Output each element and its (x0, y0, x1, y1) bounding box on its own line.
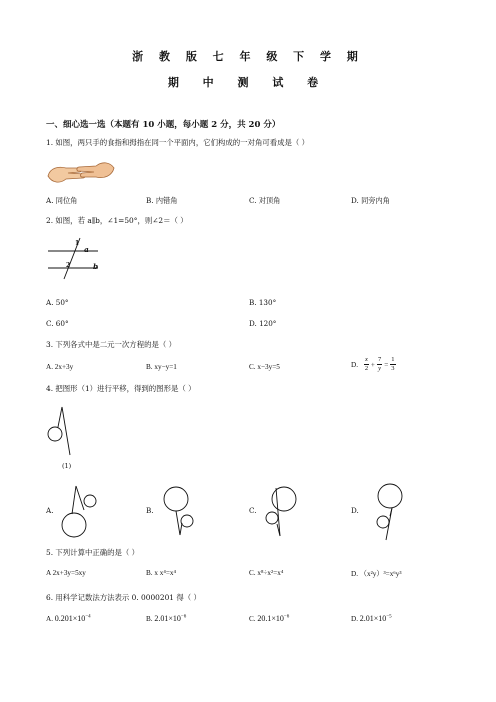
q5-option-b[interactable]: B. x x⁴=x⁴ (146, 569, 177, 577)
hands-figure (46, 156, 116, 190)
q4-option-b-figure (160, 485, 205, 540)
q5-option-c[interactable]: C. x⁸÷x²=x⁴ (249, 569, 284, 577)
q4-option-d-figure (366, 482, 411, 542)
section-heading: 一、细心选一选（本题有 10 小题，每小题 2 分，共 20 分） (46, 120, 281, 130)
q4-option-c[interactable]: C. (249, 506, 257, 515)
q6-option-c-exp: −6 (283, 614, 290, 620)
q1-option-a[interactable]: A. 同位角 (46, 196, 78, 205)
q5-option-a[interactable]: A 2x+3y=5xy (46, 569, 86, 577)
q4-option-b[interactable]: B. (146, 506, 154, 515)
q6-option-a-value: 0.201×10 (54, 614, 86, 623)
question-5-stem: 5. 下列计算中正确的是（ ） (46, 548, 140, 557)
q3-option-d[interactable] (351, 356, 396, 373)
question-1-stem: 1. 如图，两只手的食指和拇指在同一个平面内，它们构成的一对角可看成是（ ） (46, 138, 310, 147)
q6-option-d-label: D. (351, 615, 360, 623)
figure-1-label: (1) (62, 462, 72, 470)
equals-sign: = (384, 360, 389, 369)
frac2-den: y (378, 365, 382, 372)
q6-option-b[interactable] (146, 614, 186, 623)
q6-option-a[interactable] (46, 614, 91, 623)
q6-option-d-exp: −5 (386, 614, 392, 620)
plus-sign: + (370, 360, 375, 369)
q2-option-d[interactable]: D. 120° (249, 319, 277, 328)
angle-1-label: 1 (75, 240, 80, 247)
q2-option-c[interactable]: C. 60° (46, 319, 69, 328)
question-4-stem: 4. 把图形（1）进行平移，得到的图形是（ ） (46, 384, 196, 393)
q3-option-d-label: D. (351, 360, 358, 369)
q6-option-c[interactable] (249, 614, 289, 623)
line-b-label: b (93, 262, 99, 271)
q6-option-a-exp: −4 (85, 614, 91, 620)
q3-option-a[interactable]: A. 2x+3y (46, 363, 74, 371)
q3-option-b[interactable]: B. xy−y=1 (146, 363, 177, 371)
frac1-num: x (365, 356, 368, 363)
q1-option-d[interactable]: D. 同旁内角 (351, 196, 390, 205)
fraction-7-over-y (377, 356, 382, 373)
q5-option-d[interactable]: D. （x²y）³=x⁶y³ (351, 570, 402, 578)
angle-2-label: 2 (66, 262, 71, 269)
q6-option-a-label: A. (46, 615, 55, 623)
frac3-num: 1 (391, 356, 395, 363)
frac1-den: 2 (364, 365, 369, 372)
q3-option-c[interactable]: C. x−3y=5 (249, 363, 280, 371)
question-6-stem: 6. 用科学记数法方法表示 0. 0000201 得（ ） (46, 593, 201, 602)
frac3-den: 3 (391, 365, 395, 372)
q4-option-a[interactable]: A. (46, 506, 54, 515)
line-a-label: a (84, 245, 89, 254)
figure-1-original (44, 405, 84, 465)
q2-option-a[interactable]: A. 50° (46, 298, 69, 307)
q2-option-b[interactable]: B. 130° (249, 298, 277, 307)
q6-option-c-label: C. (249, 615, 258, 623)
q4-option-a-figure (58, 482, 108, 542)
q4-option-d[interactable]: D. (351, 506, 359, 515)
q1-option-b[interactable]: B. 内错角 (146, 196, 178, 205)
q4-option-c-figure (262, 480, 307, 540)
q6-option-c-value: 20.1×10 (257, 614, 284, 623)
q1-option-c[interactable]: C. 对顶角 (249, 196, 281, 205)
q6-option-b-label: B. (146, 615, 155, 623)
q6-option-b-value: 2.01×10 (154, 614, 181, 623)
question-2-stem: 2. 如图，若 a∥b，∠1=50°，则∠2＝（ ） (46, 216, 188, 225)
fraction-x-over-2 (364, 356, 369, 373)
page-subtitle: 期 中 测 试 卷 (167, 76, 329, 89)
frac2-num: 7 (377, 356, 382, 363)
fraction-1-over-3 (390, 356, 395, 373)
page-title: 浙 教 版 七 年 级 下 学 期 (132, 50, 364, 63)
question-3-stem: 3. 下列各式中是二元一次方程的是（ ） (46, 340, 177, 349)
q6-option-b-exp: −6 (180, 614, 187, 620)
q6-option-d-value: 2.01×10 (359, 614, 387, 623)
q6-option-d[interactable] (351, 614, 392, 623)
